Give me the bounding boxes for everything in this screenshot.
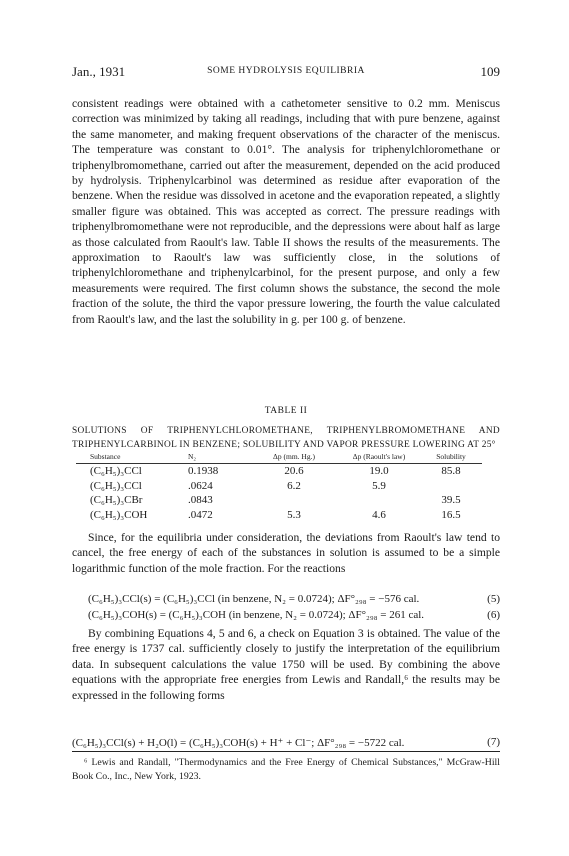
table-cell xyxy=(420,479,482,494)
table-cell: 85.8 xyxy=(441,465,461,478)
equation-number: (7) xyxy=(487,736,500,748)
table-cell: 6.2 xyxy=(287,479,301,492)
footnote-divider xyxy=(72,751,500,752)
table-cell: 39.5 xyxy=(441,494,461,507)
table-row xyxy=(76,508,482,523)
table-row xyxy=(76,464,482,479)
equation-number: (5) xyxy=(487,593,500,605)
table-cell xyxy=(250,493,338,508)
equation-6 xyxy=(88,609,500,624)
table-title: TABLE II xyxy=(264,406,308,416)
table-cell: 20.6 xyxy=(284,465,304,478)
table-cell: (C₆H₅)₃CBr xyxy=(90,494,143,507)
table-cell: .0624 xyxy=(188,479,213,492)
paragraph-combining: By combining Equations 4, 5 and 6, a check on Equation 3 is obtained. The value of the free energy is 1737 cal. sufficiently closely to justify the interpretation of the equilibrium data. In subsequent calculations the value 1750 will be used. By combining the above equations with the appropriate free energies from Lewis and Randall,⁶ the results may be expressed in the following forms xyxy=(72,627,500,702)
column-header: Δp (Raoult's law) xyxy=(338,452,420,464)
column-header: Δp (mm. Hg.) xyxy=(250,452,338,464)
header-date: Jan., 1931 xyxy=(72,64,126,79)
equation-text: (C₆H₅)₃COH(s) = (C₆H₅)₃COH (in benzene, N₂ = 0.0724); ΔF°₂₉₈ = 261 cal. xyxy=(88,609,425,621)
table-cell: 5.3 xyxy=(287,509,301,522)
table-cell: (C₆H₅)₃CCl xyxy=(90,465,142,478)
table-row xyxy=(76,493,482,508)
column-header: Solubility xyxy=(420,452,482,464)
table-cell: (C₆H₅)₃COH xyxy=(90,509,148,522)
table-cell xyxy=(338,493,420,508)
table-cell: .0472 xyxy=(188,509,213,522)
paragraph-free-energy: Since, for the equilibria under consideration, the deviations from Raoult's law tend to cancel, the free energy of each of the substances in solution is assumed to be a simple logarithmic function of the mole fraction. For the reactions xyxy=(72,531,500,575)
equation-text: (C₆H₅)₃CCl(s) = (C₆H₅)₃CCl (in benzene, N₂ = 0.0724); ΔF°₂₉₈ = −576 cal. xyxy=(88,593,420,605)
table-cell: 0.1938 xyxy=(188,465,219,478)
table-cell: (C₆H₅)₃CCl xyxy=(90,479,142,492)
page-header xyxy=(72,64,500,80)
results-table xyxy=(76,452,482,522)
table-cell: 5.9 xyxy=(372,479,386,492)
paragraph-methods: consistent readings were obtained with a cathetometer sensitive to 0.2 mm. Meniscus correction was minimized by taking all readings, including that with pure benzene, against the same manometer, and making frequent observations of the character of the meniscus. The temperature was constant to 0.01°. The analysis for triphenylchloromethane or triphenylbromomethane, carried out after the measurement, depended on the acid produced by hydrolysis. Triphenylcarbinol was determined as residue after evaporation of the benzene. When the residue was dissolved in acetone and the evaporation repeated, a slightly smaller figure was obtained. This was accepted as correct. The pressure readings with triphenylbromomethane were not reproducible, and the depressions were about half as large as those calculated from Raoult's law. Table II shows the results of the measurements. The approximation to Raoult's law was sufficiently close, in the solutions of triphenylchloromethane and triphenylcarbinol, for the present purpose, and only a few measurements were required. The first column shows the substance, the second the mole fraction of the solute, the third the vapor pressure lowering, the fourth the value calculated from Raoult's law, and the last the solubility in g. per 100 g. of benzene. xyxy=(72,97,500,326)
table-cell: .0843 xyxy=(188,494,213,507)
table-caption: SOLUTIONS OF TRIPHENYLCHLOROMETHANE, TRIPHENYLBROMOMETHANE AND TRIPHENYLCARBINOL IN BENZENE; SOLUBILITY AND VAPOR PRESSURE LOWERING AT 25° xyxy=(72,426,500,450)
page-number: 109 xyxy=(480,64,500,79)
column-header: Substance xyxy=(76,452,188,464)
running-title: SOME HYDROLYSIS EQUILIBRIA xyxy=(207,66,365,76)
table-cell: 4.6 xyxy=(372,509,386,522)
table-header-row xyxy=(76,452,482,464)
footnote: ⁶ Lewis and Randall, "Thermodynamics and the Free Energy of Chemical Substances," McGraw-Hill Book Co., Inc., New York, 1923. xyxy=(72,757,500,782)
column-header: N₂ xyxy=(188,452,250,464)
equation-number: (6) xyxy=(487,609,500,621)
table-cell: 19.0 xyxy=(369,465,389,478)
equation-7 xyxy=(72,736,500,749)
table-row xyxy=(76,479,482,494)
table-cell: 16.5 xyxy=(441,509,461,522)
equation-text: (C₆H₅)₃CCl(s) + H₂O(l) = (C₆H₅)₃COH(s) + H⁺ + Cl⁻; ΔF°₂₉₈ = −5722 cal. xyxy=(72,737,405,749)
equation-5 xyxy=(88,593,500,608)
